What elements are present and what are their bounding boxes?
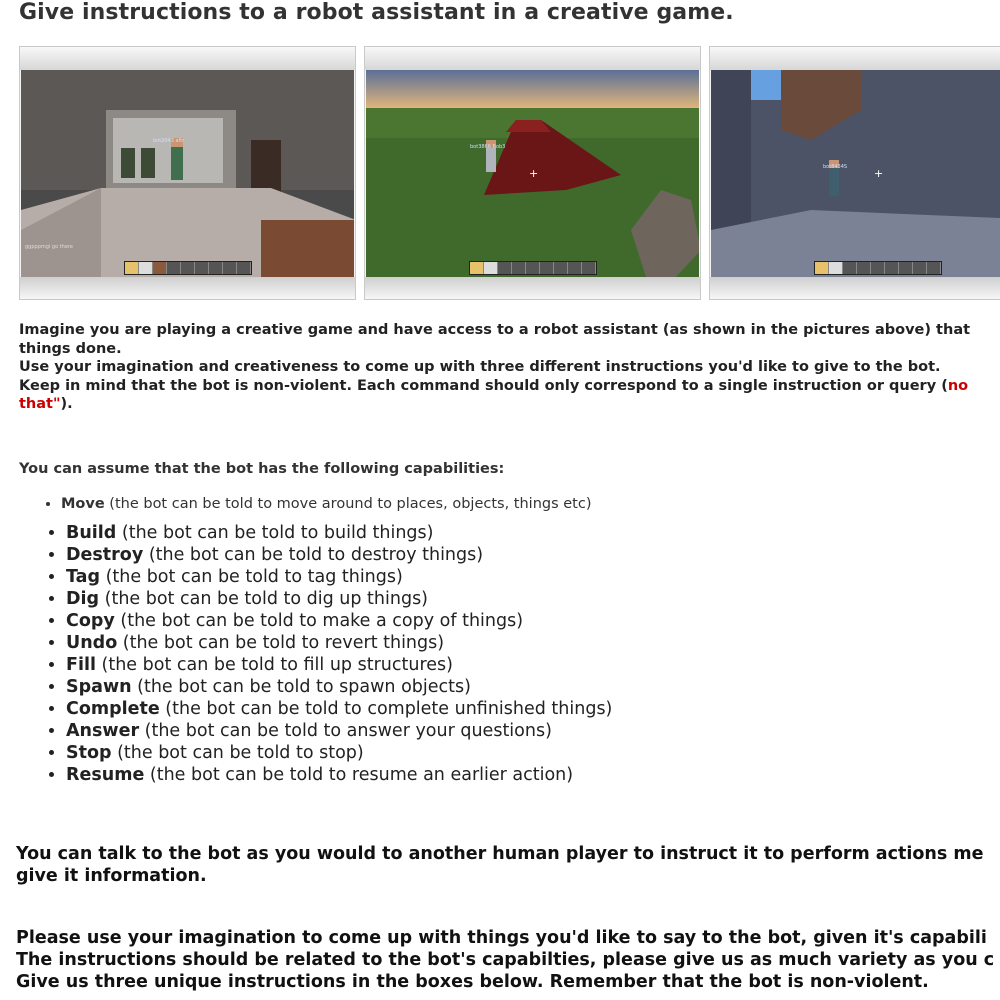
game-scene-2: [366, 70, 699, 277]
hotbar: [469, 261, 597, 275]
capability-item: [66, 764, 612, 786]
bot-nametag: bot3866 Bob3: [470, 144, 506, 150]
game-scene-3: [711, 70, 1000, 277]
capabilities-list: [45, 522, 612, 786]
crosshair-icon: +: [529, 167, 539, 180]
page-title: Give instructions to a robot assistant in a creative game.: [19, 0, 734, 25]
intro-line: Keep in mind that the bot is non-violent. Each command should only correspond to a single instruction or query (no: [19, 377, 969, 394]
capability-item: [66, 742, 612, 764]
capabilities-title: You can assume that the bot has the following capabilities:: [19, 461, 505, 477]
capability-desc: (the bot can be told to complete unfinished things): [159, 699, 613, 719]
capability-name: Move: [61, 496, 105, 512]
game-screenshot-1: [19, 46, 356, 300]
capability-item: [66, 654, 612, 676]
hotbar: [814, 261, 942, 275]
capability-name: Stop: [66, 743, 112, 763]
bot-nametag: bot8434S: [823, 164, 848, 170]
capability-item: [66, 698, 612, 720]
capability-item: [66, 676, 612, 698]
capability-name: Tag: [66, 567, 101, 587]
capability-item: [66, 720, 612, 742]
capabilities-list-small: [45, 494, 592, 514]
capability-desc: (the bot can be told to move around to places, objects, things etc): [104, 496, 592, 512]
capability-desc: (the bot can be told to resume an earlier action): [144, 765, 574, 785]
game-scene-1: [21, 70, 354, 277]
capability-item: [66, 610, 612, 632]
intro-line: Use your imagination and creativeness to come up with three different instructions you'd like to give to the bot.: [19, 359, 941, 375]
hotbar: [124, 261, 252, 275]
final-line: The instructions should be related to the bot's capabilties, please give us as much variety as you c: [16, 950, 995, 970]
talk-line: give it information.: [16, 866, 207, 886]
intro-line: Imagine you are playing a creative game and have access to a robot assistant (as shown in the pictures above) that: [19, 322, 971, 338]
capability-desc: (the bot can be told to build things): [116, 523, 434, 543]
capability-item: [66, 632, 612, 654]
final-paragraph: [16, 927, 1000, 993]
capability-desc: (the bot can be told to dig up things): [99, 589, 429, 609]
capability-name: Build: [66, 523, 117, 543]
capability-desc: (the bot can be told to stop): [111, 743, 364, 763]
intro-line: things done.: [19, 340, 122, 357]
capability-name: Undo: [66, 633, 118, 653]
capability-name: Spawn: [66, 677, 132, 697]
capability-desc: (the bot can be told to spawn objects): [131, 677, 471, 697]
capability-desc: (the bot can be told to destroy things): [143, 545, 484, 565]
capability-name: Answer: [66, 721, 140, 741]
intro-line: that").: [19, 396, 73, 412]
game-screenshot-2: [364, 46, 701, 300]
capability-desc: (the bot can be told to revert things): [117, 633, 445, 653]
capability-name: Resume: [66, 765, 145, 785]
final-line: Please use your imagination to come up with things you'd like to say to the bot, given it's capabili: [16, 928, 987, 948]
capability-item: [66, 544, 612, 566]
crosshair-icon: +: [874, 167, 884, 180]
capability-desc: (the bot can be told to answer your questions): [139, 721, 552, 741]
intro-text: [19, 321, 1000, 414]
screenshot-strip: [19, 46, 1000, 302]
capability-item: [66, 522, 612, 544]
game-screenshot-3: [709, 46, 1000, 300]
capability-item: [66, 566, 612, 588]
talk-paragraph: [16, 843, 1000, 887]
final-line: Give us three unique instructions in the boxes below. Remember that the bot is non-violent.: [16, 972, 929, 992]
intro-highlight: that": [19, 396, 61, 412]
intro-highlight: no: [947, 377, 969, 394]
capability-name: Complete: [66, 699, 160, 719]
capability-name: Dig: [66, 589, 100, 609]
talk-line: You can talk to the bot as you would to another human player to instruct it to perform actions me: [16, 844, 984, 864]
capability-item: [61, 494, 592, 514]
chat-line: ggpppmgl go there: [25, 244, 73, 250]
capability-name: Fill: [66, 655, 96, 675]
capability-item: [66, 588, 612, 610]
capability-name: Destroy: [66, 545, 144, 565]
capability-desc: (the bot can be told to make a copy of things): [114, 611, 524, 631]
capability-desc: (the bot can be told to fill up structures): [95, 655, 453, 675]
capability-desc: (the bot can be told to tag things): [100, 567, 403, 587]
bot-nametag: bot2043 aftr: [153, 138, 185, 144]
capability-name: Copy: [66, 611, 115, 631]
